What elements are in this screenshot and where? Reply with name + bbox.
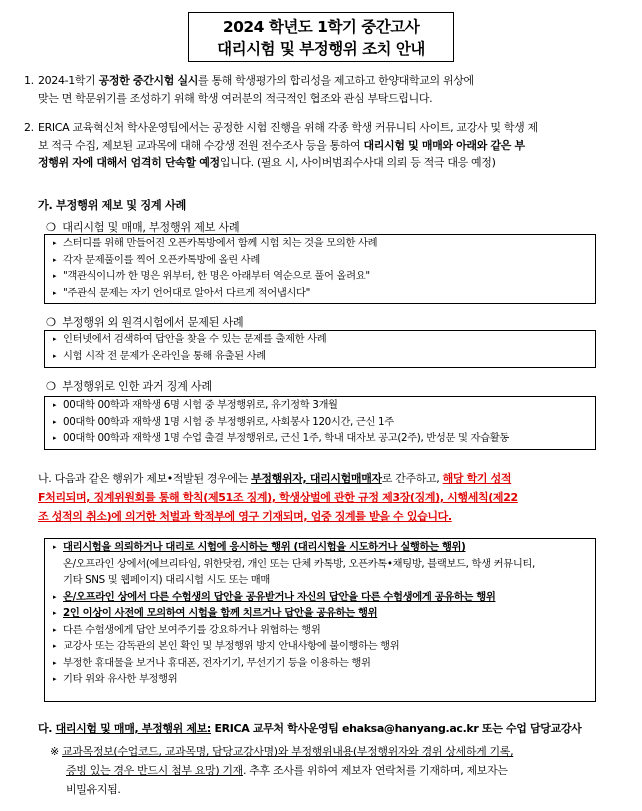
p1-text-a: 2024-1학기	[38, 74, 99, 87]
note-line-2a: 증빙 있는 경우 반드시 첨부 요망) 기재	[66, 764, 243, 777]
list-item	[45, 235, 595, 252]
intro-paragraph-1	[24, 72, 610, 107]
triangle-bullet-icon: ▸	[53, 609, 57, 617]
item-text: 00대학 00학과 재학생 6명 시험 중 부정행위로, 유기정학 3개월	[63, 399, 338, 411]
item-text: 인터넷에서 검색하여 답안을 찾을 수 있는 문제를 출제한 사례	[63, 333, 327, 345]
sub1-label: 대리시험 및 매매, 부정행위 제보 사례	[62, 221, 240, 234]
note-line-3: 비밀유지됨.	[66, 783, 121, 796]
da-prefix: 다.	[38, 722, 56, 735]
item-text: "주관식 문제는 자기 언어대로 알아서 다르게 적어냅시다"	[63, 286, 311, 299]
circle-bullet-icon: ❍	[46, 380, 56, 393]
list-item	[45, 414, 595, 431]
item1-continuation-2: 기타 SNS 및 웹페이지) 대리시험 시도 또는 매매	[63, 574, 270, 586]
list-item	[45, 539, 595, 556]
p2-line-3a: 정행위 자에 대해서 엄격히 단속할 예정	[38, 156, 220, 169]
circle-bullet-icon: ❍	[46, 221, 56, 234]
circle-bullet-icon: ❍	[46, 316, 56, 329]
triangle-bullet-icon: ▸	[53, 272, 57, 280]
p2-line-2a: 보 적극 수집, 제보된 교과목에 대해 수강생 전원 전수조사 등을 통하여	[38, 138, 364, 152]
list-item	[45, 285, 595, 302]
triangle-bullet-icon: ▸	[53, 543, 57, 551]
triangle-bullet-icon: ▸	[53, 335, 57, 343]
intro-paragraph-2	[24, 119, 610, 172]
da-label: 대리시험 및 매매, 부정행위 제보:	[55, 722, 211, 735]
list-item	[45, 671, 595, 688]
na-text-a: 나. 다음과 같은 행위가 제보•적발된 경우에는	[38, 472, 252, 485]
na-text-offenders: 부정행위자, 대리시험매매자	[251, 472, 382, 485]
item-text: 다른 수험생에게 답안 보여주기를 강요하거나 위협하는 행위	[63, 623, 321, 636]
reports-box	[44, 234, 596, 304]
triangle-bullet-icon: ▸	[53, 658, 57, 667]
item-text: 온/오프라인 상에서 다른 수험생의 답안을 공유받거나 자신의 답안을 다른 수험생에게 공유하는 행위	[63, 590, 496, 603]
note	[50, 742, 620, 799]
triangle-bullet-icon: ▸	[53, 255, 57, 264]
paragraph-number: 2.	[24, 121, 34, 134]
title-box	[188, 12, 454, 62]
sub3-label: 부정행위로 인한 과거 징계 사례	[62, 380, 212, 393]
triangle-bullet-icon: ▸	[53, 675, 57, 683]
note-line-2b: . 추후 조사를 위하여 제보자 연락처를 기재하며, 제보자는	[242, 764, 508, 777]
da-contact: ERICA 교무처 학사운영팀 ehaksa@hanyang.ac.kr 또는 수업 담당교강사	[210, 722, 582, 735]
na-text-grade: 해당 학기 성적	[442, 472, 512, 485]
triangle-bullet-icon: ▸	[53, 417, 57, 426]
triangle-bullet-icon: ▸	[53, 642, 57, 650]
p2-line-1: ERICA 교육혁신처 학사운영팀에서는 공정한 시험 진행을 위해 각종 학생 커뮤니티 사이트, 교강사 및 학생 제	[38, 121, 538, 134]
triangle-bullet-icon: ▸	[53, 288, 57, 297]
item-text: 대리시험을 의뢰하거나 대리로 시험에 응시하는 행위 (대리시험을 시도하거나 실행하는 행위)	[63, 541, 466, 553]
item-text: 00대학 00학과 재학생 1명 수업 출결 부정행위로, 근신 1주, 학내 대자보 공고(2주), 반성문 및 자습활동	[63, 432, 509, 444]
list-item	[45, 638, 595, 655]
triangle-bullet-icon: ▸	[53, 592, 57, 601]
na-text-c: 로 간주하고,	[381, 472, 443, 485]
list-item	[45, 252, 595, 269]
item-text: 기타 위와 유사한 부정행위	[63, 673, 178, 685]
p2-line-2b: 대리시험 및 매매와 아래와 같은 부	[363, 138, 525, 152]
p1-text-bold: 공정한 중간시험 실시	[98, 74, 199, 87]
section-ga-heading: 가. 부정행위 제보 및 징계 사례	[38, 199, 187, 212]
list-item	[45, 397, 595, 414]
remote-box	[44, 330, 596, 368]
item1-continuation-1: 온/오프라인 상에서(에브리타임, 위한닷컴, 개인 또는 단체 카톡방, 오픈카톡•채팅방, 블랙보드, 학생 커뮤니티,	[63, 557, 535, 570]
section-na	[38, 469, 618, 526]
past-box	[44, 396, 596, 450]
title-line-1: 2024 학년도 1학기 중간고사	[222, 18, 420, 36]
note-mark: ※	[50, 745, 59, 758]
prohibited-acts-box	[44, 538, 596, 702]
item-text: 교강사 또는 감독관의 본인 확인 및 부정행위 방지 안내사항에 불이행하는 행위	[63, 640, 400, 652]
list-item	[45, 430, 595, 447]
list-item	[45, 655, 595, 672]
sub-heading-remote	[46, 314, 243, 330]
list-item	[45, 622, 595, 639]
triangle-bullet-icon: ▸	[53, 625, 57, 634]
triangle-bullet-icon: ▸	[53, 401, 57, 409]
item-text: 각자 문제풀이를 찍어 오픈카톡방에 올린 사례	[63, 253, 260, 266]
na-line-2: F처리되며, 징계위원회를 통해 학칙(제51조 징계), 학생상벌에 관한 규정 제3장(징계), 시행세칙(제22	[38, 491, 518, 504]
item-text: 부정한 휴대물을 보거나 휴대폰, 전자기기, 무선기기 등을 이용하는 행위	[63, 656, 371, 669]
triangle-bullet-icon: ▸	[53, 351, 57, 360]
item-text: 스터디를 위해 만들어진 오픈카톡방에서 함께 시험 치는 것을 모의한 사례	[63, 237, 378, 249]
p2-line-3b: 입니다. (필요 시, 사이버범죄수사대 의뢰 등 적극 대응 예정)	[219, 156, 496, 169]
sub2-label: 부정행위 외 원격시험에서 문제된 사례	[62, 316, 244, 329]
list-item	[45, 348, 595, 365]
item-text: "객관식이니까 한 명은 위부터, 한 명은 아래부터 역순으로 풀어 올려요"	[63, 270, 370, 282]
sub-heading-past	[46, 378, 212, 394]
item-text: 00대학 00학과 재학생 1명 시험 중 부정행위로, 사회봉사 120시간, 근신 1주	[63, 415, 394, 428]
list-item	[45, 268, 595, 285]
list-item	[45, 589, 595, 606]
p1-text-c: 를 통해 학생평가의 합리성을 제고하고 한양대학교의 위상에	[198, 74, 474, 87]
list-item	[45, 331, 595, 348]
list-item	[45, 605, 595, 622]
item-text: 시험 시작 전 문제가 온라인을 통해 유출된 사례	[63, 349, 266, 362]
section-da	[38, 720, 628, 738]
triangle-bullet-icon: ▸	[53, 434, 57, 442]
p1-line-2: 맞는 면 학문위기를 조성하기 위해 학생 여러분의 적극적인 협조와 관심 부탁드립니다.	[38, 91, 433, 105]
triangle-bullet-icon: ▸	[53, 239, 57, 247]
sub-heading-reports	[46, 219, 239, 235]
title-line-2: 대리시험 및 부정행위 조치 안내	[217, 40, 425, 58]
item-text: 2인 이상이 사전에 모의하여 시험을 함께 치르거나 답안을 공유하는 행위	[63, 607, 378, 619]
na-line-3: 조 성적의 취소)에 의거한 처벌과 학적부에 영구 기재되며, 엄중 징계를 받을 수 있습니다.	[38, 510, 452, 523]
paragraph-number: 1.	[24, 74, 34, 87]
note-line-1: 교과목정보(수업코드, 교과목명, 담당교강사명)와 부정행위내용(부정행위자와 경위 상세하게 기록,	[62, 745, 514, 758]
